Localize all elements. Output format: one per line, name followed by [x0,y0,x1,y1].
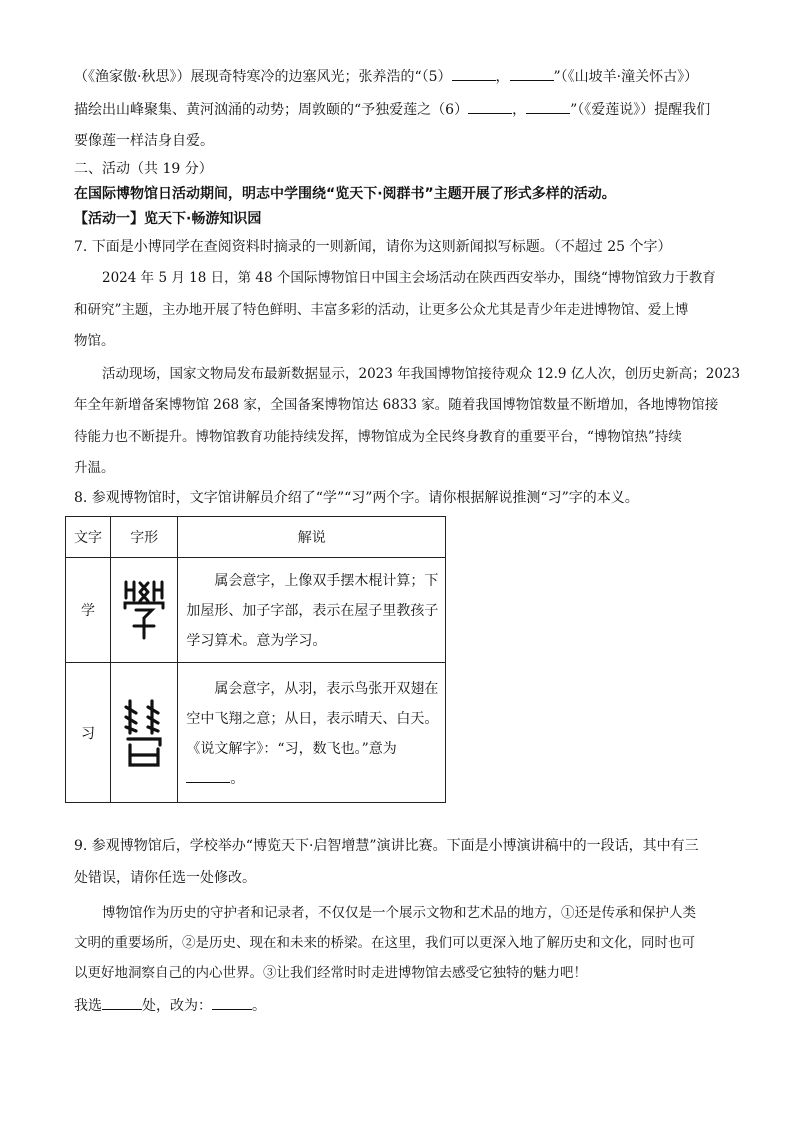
poem-text: （《渔家傲·秋思》）展现奇特寒冷的边塞风光；张养浩的“（5） [74,69,452,85]
xue-explanation [178,558,446,663]
poem-line-3: 要像莲一样洁身自爱。 [74,133,214,149]
q9-prompt-line1: 9. 参观博物馆后，学校举办“博览天下·启智增慧”演讲比赛。下面是小博演讲稿中的一段话，其中有三 [74,838,699,854]
news-p1-line1: 2024 年 5 月 18 日，第 48 个国际博物馆日中国主会场活动在陕西西安举办，围绕“博物馆致力于教育 [102,270,716,286]
table-header-row [66,517,446,558]
section-title: 二、活动（共 19 分） [74,161,213,177]
answer-label: 我选 [74,998,102,1014]
xue-expl-line1: 属会意字，上像双手摆木棍计算；下 [214,573,439,589]
answer-blank-q9-fix[interactable] [212,995,252,1010]
speech-line3: 以更好地洞察自己的内心世界。③让我们经常时时走进博物馆去感受它独特的魅力吧！ [74,965,587,981]
answer-blank-q8[interactable] [186,768,230,783]
character-table [65,516,446,803]
speech-line1: 博物馆作为历史的守护者和记录者，不仅仅是一个展示文物和艺术品的地方，①还是传承和保护人类 [102,905,696,921]
comma: ， [495,69,510,85]
q8-prompt: 8. 参观博物馆时，文字馆讲解员介绍了“学”“习”两个字。请你根据解说推测“习”字的本义。 [74,490,639,506]
table-row [66,558,446,663]
row-char: 学 [66,558,111,663]
table-row [66,663,446,803]
header-explanation: 解说 [178,517,446,558]
news-p2-line1: 活动现场，国家文物局发布最新数据显示，2023 年我国博物馆接待观众 12.9 亿人次，创历史新高；2023 [102,366,741,382]
xi-expl-line2: 空中飞翔之意；从日，表示晴天、白天。 [186,710,439,727]
header-glyph: 字形 [110,517,177,558]
answer-blank-5b[interactable] [510,66,554,81]
speech-line2: 文明的重要场所，②是历史、现在和未来的桥梁。在这里，我们可以更深入地了解历史和文化，同时也可 [74,935,695,951]
poem-line-1 [74,66,734,87]
q9-prompt-line2: 处错误，请你任选一处修改。 [74,870,256,886]
poem-source: ”（《山坡羊·潼关怀古》） [553,69,699,85]
xi-expl-line3: 《说文解字》：“习，数飞也。”意为 [186,740,397,757]
period: 。 [252,998,266,1014]
period: 。 [230,770,245,787]
answer-label: 处，改为： [142,998,212,1014]
row-char: 习 [66,663,111,803]
section-intro: 在国际博物馆日活动期间，明志中学围绕“览天下·阅群书”主题开展了形式多样的活动。 [74,186,616,202]
header-char: 文字 [66,517,111,558]
xi-expl-line1: 属会意字，从羽，表示鸟张开双翅在 [214,680,439,697]
poem-text: 描绘出山峰聚集、黄河汹涌的动势；周敦颐的“予独爱莲之（6） [74,102,469,118]
xue-expl-line3: 学习算术。意为学习。 [186,633,327,649]
activity-one-title: 【活动一】览天下·畅游知识园 [74,211,262,227]
xue-expl-line2: 加屋形、加子字部，表示在屋子里教孩子 [186,603,439,619]
news-p2-line3: 待能力也不断提升。博物馆教育功能持续发挥，博物馆成为全民终身教育的重要平台，“博物馆热”持续 [74,429,682,445]
xue-seal-glyph [110,558,177,663]
news-p1-line3: 物馆。 [74,333,115,349]
news-p1-line2: 和研究”主题，主办地开展了特色鲜明、丰富多彩的活动，让更多公众尤其是青少年走进博物馆、爱上博 [74,302,689,318]
answer-blank-q9-position[interactable] [102,995,142,1010]
q7-prompt: 7. 下面是小博同学在查阅资料时摘录的一则新闻，请你为这则新闻拟写标题。（不超过 25 个字） [74,239,672,255]
q9-answer-line [74,995,734,1016]
answer-blank-6b[interactable] [526,99,570,114]
xi-explanation [178,663,446,803]
comma: ， [512,102,527,118]
poem-line-2 [74,99,734,120]
news-p2-line4: 升温。 [74,460,115,476]
news-p2-line2: 年全年新增备案博物馆 268 家，全国备案博物馆达 6833 家。随着我国博物馆数量不断增加，各地博物馆接 [74,397,719,413]
poem-source: ”（《爱莲说》）提醒我们 [570,102,711,118]
xi-seal-glyph [110,663,177,803]
answer-blank-5a[interactable] [452,66,496,81]
xi-expl-line4 [186,764,439,794]
answer-blank-6a[interactable] [468,99,512,114]
